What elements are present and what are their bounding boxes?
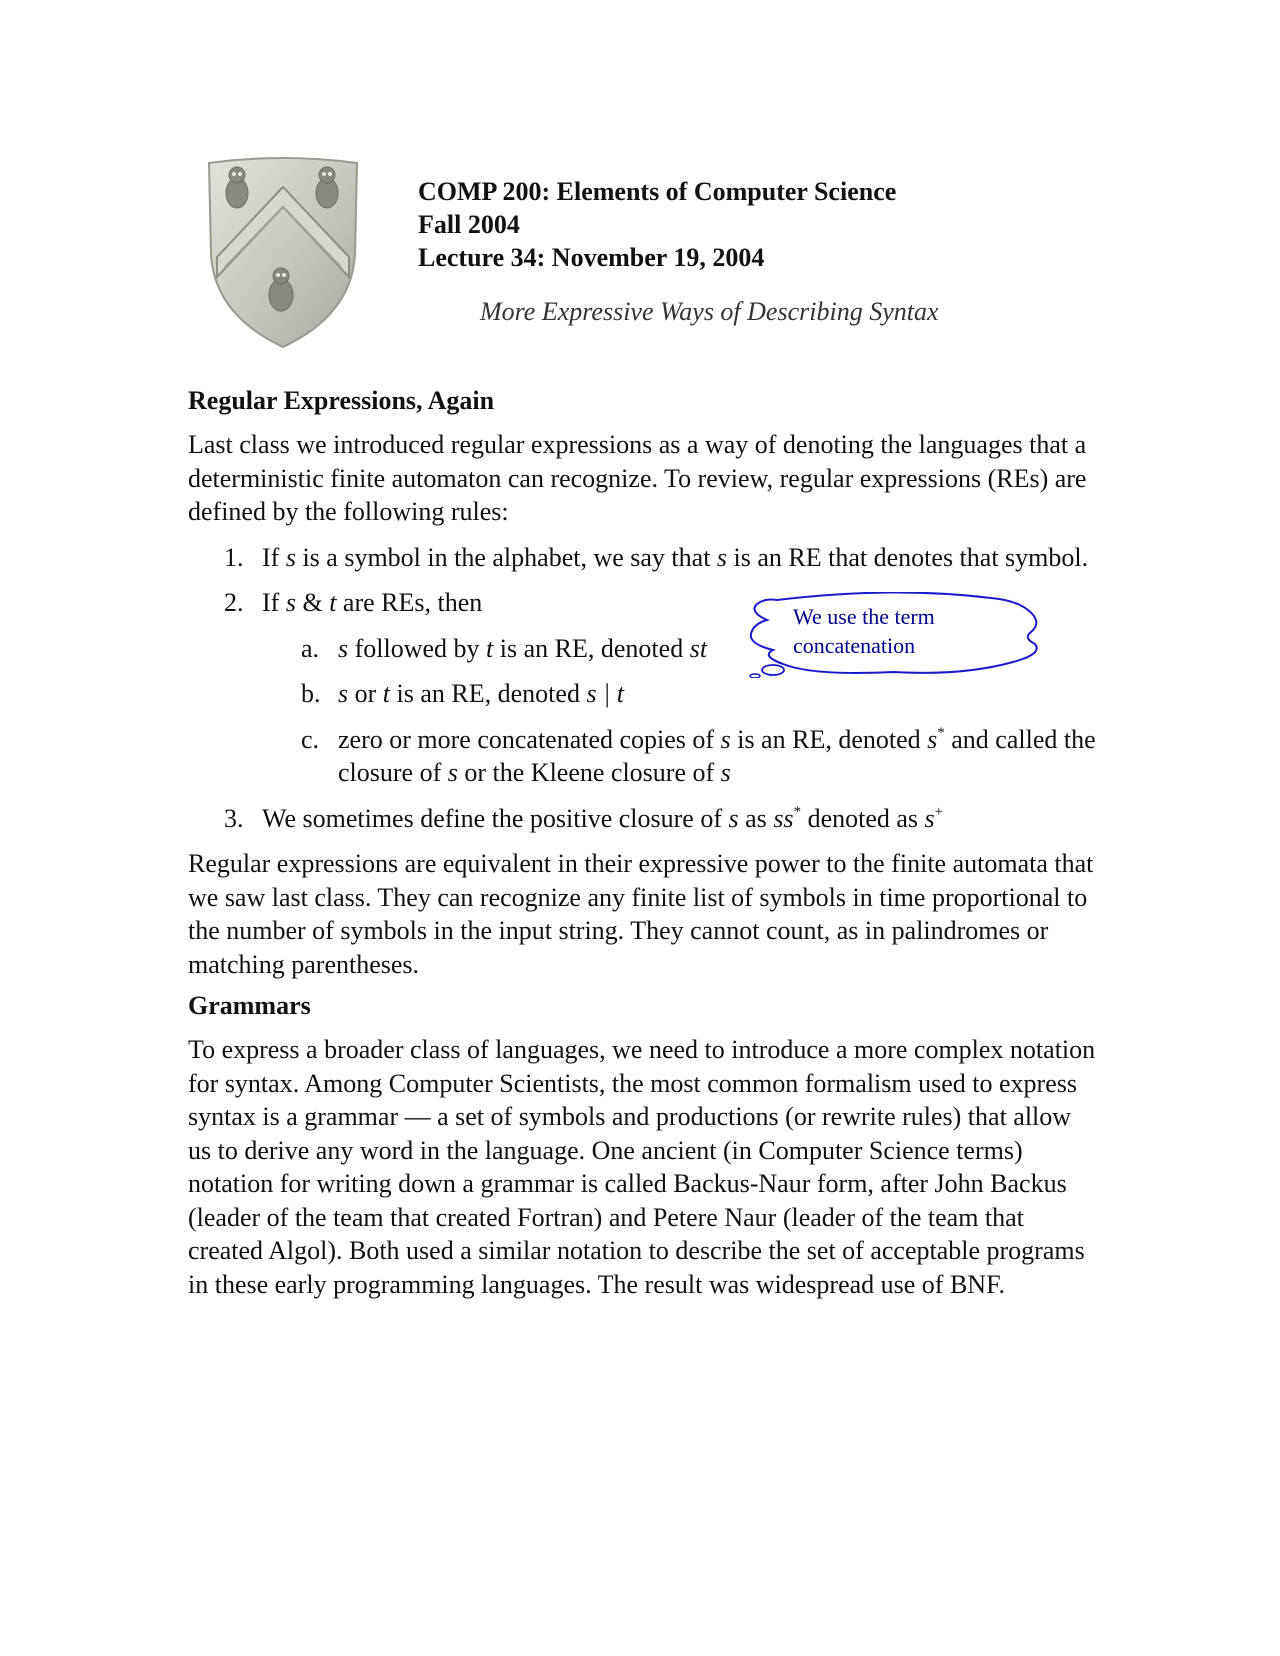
rule-number: 3.	[224, 803, 244, 833]
rule-number: 2.	[224, 588, 244, 617]
rule-letter: a.	[301, 633, 320, 663]
lecture-title: Lecture 34: November 19, 2004	[418, 243, 765, 272]
callout-line-1: We use the term	[793, 604, 935, 629]
rule-number: 1.	[224, 542, 244, 572]
term: Fall 2004	[418, 210, 520, 239]
callout-line-2: concatenation	[793, 633, 916, 658]
main-content	[188, 384, 1098, 1301]
rule-letter: b.	[301, 679, 321, 708]
course-title: COMP 200: Elements of Computer Science	[418, 177, 897, 206]
rule-2b: b. s or t is an RE, denoted s | t	[188, 677, 1098, 711]
rule-2c: c. zero or more concatenated copies of s is an RE, denoted s* and called the closure of s or the Kleene closure of s	[301, 724, 1096, 787]
section-heading-grammars: Grammars	[188, 991, 311, 1020]
rule-2: 2. If s & t are REs, then	[188, 586, 1098, 620]
section-heading-regular-expressions: Regular Expressions, Again	[188, 386, 495, 415]
grammars-paragraph: To express a broader class of languages, we need to introduce a more complex notation for syntax. Among Computer Scientists, the most common formalism used to express syntax is a grammar — a set of symbols and productions (or rewrite rules) that allow us to derive any word in the language. One ancient (in Computer Science terms) notation for writing down a grammar is called Backus-Naur form, after John Backus (leader of the team that created Fortran) and Petere Naur (leader of the team that created Algol). Both used a similar notation to describe the set of acceptable programs in these early programming languages. The result was widespread use of BNF.	[188, 1035, 1096, 1299]
lecture-subtitle: More Expressive Ways of Describing Syntax	[480, 297, 939, 326]
rule-2a: a. s followed by t is an RE, denoted st	[188, 632, 1098, 666]
intro-paragraph: Last class we introduced regular expressions as a way of denoting the languages that a deterministic finite automaton can recognize. To review, regular expressions (REs) are defined by the following rules:	[188, 430, 1087, 526]
rule-3: 3. We sometimes define the positive closure of s as ss* denoted as s+	[188, 802, 1098, 836]
university-crest-icon	[203, 155, 363, 350]
rule-1: 1. If s is a symbol in the alphabet, we say that s is an RE that denotes that symbol.	[188, 541, 1098, 575]
equivalence-paragraph: Regular expressions are equivalent in their expressive power to the finite automata that we saw last class. They can recognize any finite list of symbols in time proportional to the number of symbols in the input string. They cannot count, as in palindromes or matching parentheses.	[188, 849, 1094, 979]
rule-letter: c.	[301, 724, 320, 754]
